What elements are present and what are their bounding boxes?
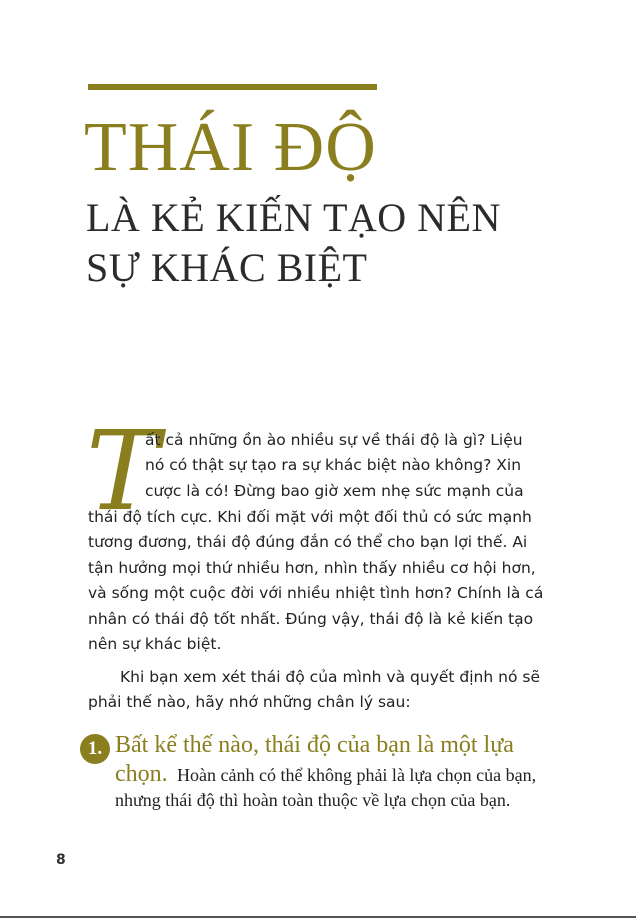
page-number: 8 bbox=[56, 852, 66, 868]
body-line: và sống một cuộc đời với nhiều nhiệt tình hơn? Chính là cá bbox=[88, 584, 544, 602]
body-line: nó có thật sự tạo ra sự khác biệt nào không? Xin bbox=[145, 456, 522, 474]
page-bottom-rule bbox=[0, 916, 636, 918]
body-line: nên sự khác biệt. bbox=[88, 635, 222, 653]
list-item-text: nhưng thái độ thì hoàn toàn thuộc về lựa chọn của bạn. bbox=[115, 790, 511, 810]
drop-cap: T bbox=[86, 407, 160, 535]
chapter-subtitle bbox=[86, 193, 501, 293]
body-line: tương đương, thái độ đúng đắn có thể cho bạn lợi thế. Ai bbox=[88, 533, 528, 551]
body-line: thái độ tích cực. Khi đối mặt với một đối thủ có sức mạnh bbox=[88, 508, 532, 526]
list-item-heading: chọn. bbox=[115, 761, 168, 787]
body-line: cược là có! Đừng bao giờ xem nhẹ sức mạnh của bbox=[145, 482, 524, 500]
body-line: phải thế nào, hãy nhớ những chân lý sau: bbox=[88, 693, 411, 711]
list-item-heading: Bất kể thế nào, thái độ của bạn là một lựa bbox=[115, 732, 514, 758]
body-line: nhân có thái độ tốt nhất. Đúng vậy, thái độ là kẻ kiến tạo bbox=[88, 610, 534, 628]
list-number-badge: 1. bbox=[80, 734, 110, 764]
body-line: tận hưởng mọi thứ nhiều hơn, nhìn thấy nhiều cơ hội hơn, bbox=[88, 559, 536, 577]
body-line: ất cả những ồn ào nhiều sự về thái độ là gì? Liệu bbox=[145, 431, 523, 449]
subtitle-line: SỰ KHÁC BIỆT bbox=[86, 245, 368, 290]
title-rule bbox=[88, 84, 377, 90]
subtitle-line: LÀ KẺ KIẾN TẠO NÊN bbox=[86, 195, 501, 240]
body-line: Khi bạn xem xét thái độ của mình và quyết định nó sẽ bbox=[120, 668, 540, 686]
chapter-title: THÁI ĐỘ bbox=[84, 109, 377, 186]
list-item-text: Hoàn cảnh có thể không phải là lựa chọn của bạn, bbox=[177, 765, 537, 785]
